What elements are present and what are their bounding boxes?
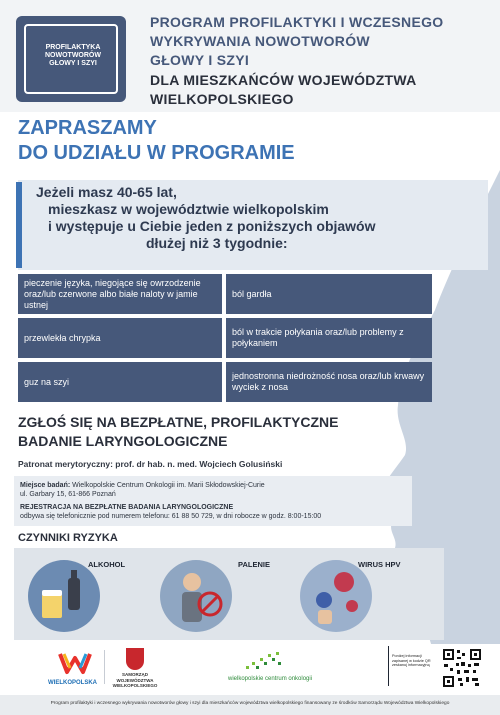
qr-caption: Poniżej informacji zapisanej w kodzie QR zeskanuj informacyjną — [392, 654, 431, 668]
risk-label-smoking: PALENIE — [238, 560, 270, 569]
footer-divider — [388, 646, 389, 686]
logo-line-3: GŁOWY I SZYI — [49, 60, 97, 67]
wielkopolska-logo-icon — [58, 650, 92, 676]
logo-line-1: PROFILAKTYKA — [45, 44, 101, 51]
wielkopolska-logo-text: WIELKOPOLSKA — [48, 680, 97, 686]
eligibility-line-1: Jeżeli masz 40-65 lat, — [36, 184, 177, 200]
risk-label-alcohol: ALKOHOL — [88, 560, 126, 569]
exam-address: ul. Garbary 15, 61-866 Poznań — [20, 491, 116, 498]
eligibility-line-4: dłużej niż 3 tygodnie: — [146, 235, 288, 251]
invitation-line-2: DO UDZIAŁU W PROGRAMIE — [18, 142, 295, 164]
virus-icon — [300, 560, 372, 632]
program-logo — [16, 16, 126, 102]
eligibility-line-3: i występuje u Ciebie jeden z poniższych objawów — [48, 218, 376, 234]
risk-factors-heading: CZYNNIKI RYZYKA — [18, 532, 118, 544]
smoking-illustration — [160, 560, 232, 632]
symptom-cell: pieczenie języka, niegojące się owrzodzenie oraz/lub czerwone albo białe naloty w jamie ustnej — [18, 274, 222, 314]
footer-divider — [104, 650, 105, 684]
cta-line-1: ZGŁOŚ SIĘ NA BEZPŁATNE, PROFILAKTYCZNE — [18, 414, 339, 430]
program-title-line-4: DLA MIESZKAŃCÓW WOJEWÓDZTWA — [150, 72, 417, 88]
symptom-row — [18, 362, 432, 402]
program-logo-text — [36, 44, 110, 68]
samorzad-coat-of-arms-icon — [126, 648, 144, 670]
exam-place-label: Miejsce badań: — [20, 482, 71, 489]
funding-note: Program profilaktyki i wczesnego wykrywania nowotworów głowy i szyi dla mieszkańców województwa wielkopolskiego finansowany ze środków Samorządu Województwa Wielkopolskiego — [50, 701, 450, 706]
registration-heading: REJESTRACJA NA BEZPŁATNE BADANIA LARYNGOLOGICZNE — [20, 504, 234, 511]
alcohol-illustration — [28, 560, 100, 632]
cta-line-2: BADANIE LARYNGOLOGICZNE — [18, 433, 228, 449]
program-title-line-3: GŁOWY I SZYI — [150, 52, 250, 68]
symptom-cell: guz na szyi — [18, 362, 222, 402]
hpv-illustration — [300, 560, 372, 632]
invitation-heading — [18, 116, 295, 166]
wco-logo-icon — [242, 650, 286, 674]
cta-heading — [18, 413, 338, 451]
patron-line: Patronat merytoryczny: prof. dr hab. n. med. Wojciech Golusiński — [18, 459, 283, 469]
program-title-line-2: WYKRYWANIA NOWOTWORÓW — [150, 33, 370, 49]
symptom-cell: jednostronna niedrożność nosa oraz/lub krwawy wyciek z nosa — [226, 362, 432, 402]
samorzad-logo-text: SAMORZĄD WOJEWÓDZTWA WIELKOPOLSKIEGO — [112, 672, 158, 688]
eligibility-text — [36, 184, 376, 252]
info-panel — [14, 476, 412, 526]
symptom-cell: przewlekła chrypka — [18, 318, 222, 358]
smoking-icon — [160, 560, 232, 632]
eligibility-accent-bar — [16, 182, 22, 268]
program-logo-frame — [24, 24, 118, 94]
registration-text: odbywa się telefonicznie pod numerem telefonu: 61 88 50 729, w dni robocze w godz. 8:00-15:00 — [20, 513, 322, 520]
qr-code-icon[interactable] — [442, 648, 482, 688]
symptom-cell: ból w trakcie połykania oraz/lub problemy z połykaniem — [226, 318, 432, 358]
program-title-line-5: WIELKOPOLSKIEGO — [150, 91, 294, 107]
symptom-row — [18, 318, 432, 358]
eligibility-line-2: mieszkasz w województwie wielkopolskim — [48, 201, 329, 217]
wco-logo-text: wielkopolskie centrum onkologii — [228, 676, 313, 682]
risk-label-hpv: WIRUS HPV — [358, 560, 401, 569]
invitation-line-1: ZAPRASZAMY — [18, 117, 157, 139]
alcohol-icon — [28, 560, 100, 632]
program-title-line-1: PROGRAM PROFILAKTYKI I WCZESNEGO — [150, 14, 444, 30]
exam-place — [20, 481, 265, 490]
logo-line-2: NOWOTWORÓW — [45, 52, 101, 59]
symptom-cell: ból gardła — [226, 274, 432, 314]
exam-place-value: Wielkopolskie Centrum Onkologii im. Marii Skłodowskiej-Curie — [70, 482, 265, 489]
symptom-row — [18, 274, 432, 314]
